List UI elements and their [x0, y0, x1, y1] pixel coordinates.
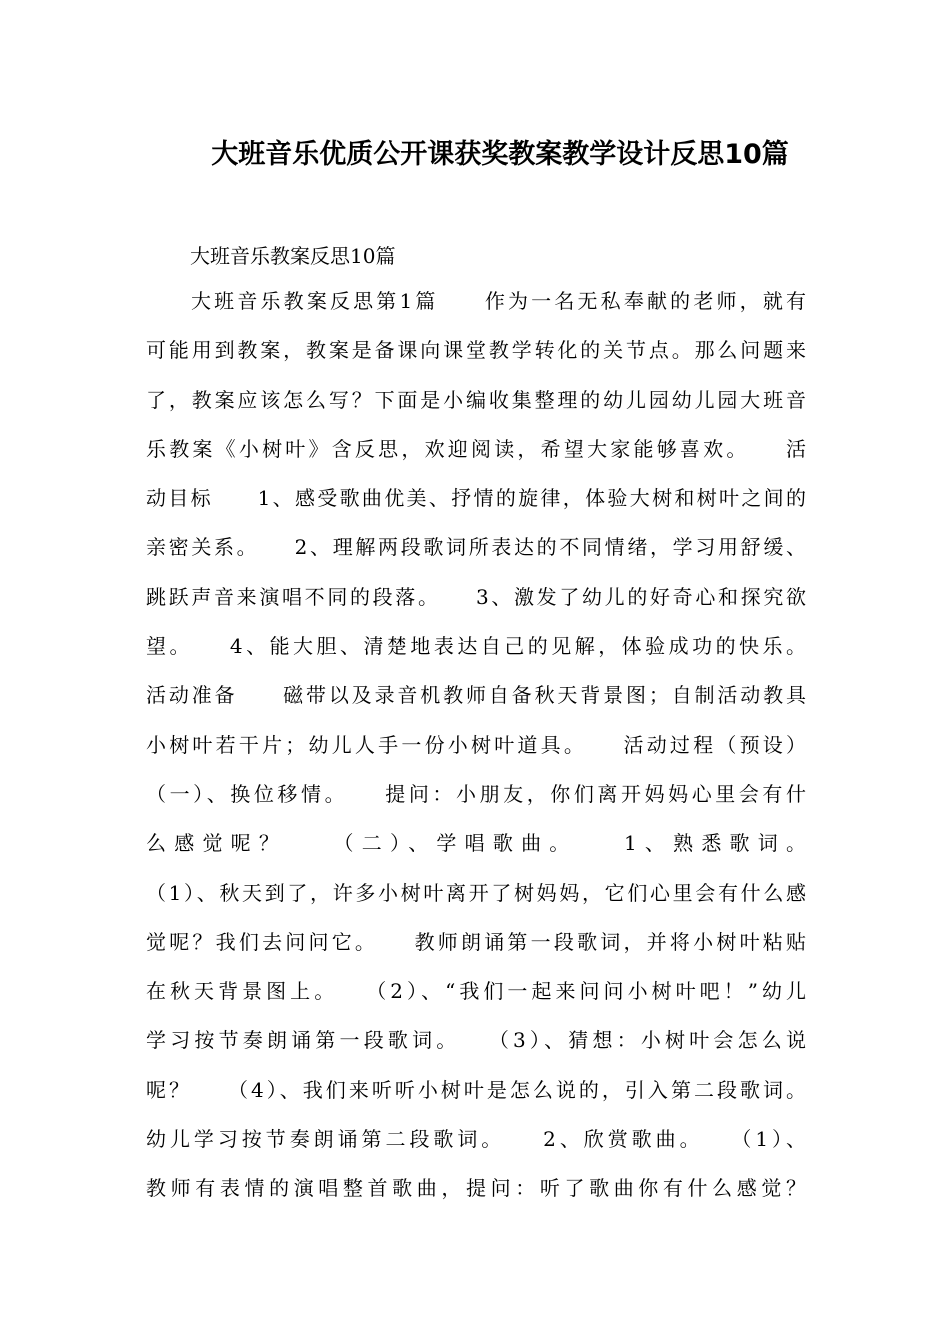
document-title: 大班音乐优质公开课获奖教案教学设计反思10篇 [211, 139, 789, 170]
body-line: 跳跃声音来演唱不同的段落。 3、激发了幼儿的好奇心和探究欲 [146, 584, 806, 609]
body-line: 了，教案应该怎么写？下面是小编收集整理的幼儿园幼儿园大班音 [146, 387, 806, 412]
body-line: 乐教案《小树叶》含反思，欢迎阅读，希望大家能够喜欢。 活 [146, 436, 806, 461]
document-body [146, 286, 806, 1223]
body-line: 可能用到教案，教案是备课向课堂教学转化的关节点。那么问题来 [146, 338, 806, 363]
body-line: 呢？ （4）、我们来听听小树叶是怎么说的，引入第二段歌词。 [146, 1077, 806, 1102]
body-line: 么感觉呢？ （二）、学唱歌曲。 1、熟悉歌词。 [146, 831, 806, 856]
body-line: 小树叶若干片；幼儿人手一份小树叶道具。 活动过程（预设） [146, 732, 806, 757]
body-line: 活动准备 磁带以及录音机教师自备秋天背景图；自制活动教具 [146, 683, 806, 708]
body-line: 大班音乐教案反思第1篇 作为一名无私奉献的老师，就有 [191, 289, 806, 313]
document-subtitle: 大班音乐教案反思10篇 [190, 244, 396, 268]
body-line: 学习按节奏朗诵第一段歌词。 （3）、猜想：小树叶会怎么说 [146, 1028, 806, 1053]
body-line: 望。 4、能大胆、清楚地表达自己的见解，体验成功的快乐。 [146, 634, 806, 659]
body-line: 亲密关系。 2、理解两段歌词所表达的不同情绪，学习用舒缓、 [146, 535, 806, 560]
body-line: 动目标 1、感受歌曲优美、抒情的旋律，体验大树和树叶之间的 [146, 486, 806, 511]
body-line: 在秋天背景图上。 （2）、“我们一起来问问小树叶吧！”幼儿 [146, 979, 806, 1004]
body-line: 幼儿学习按节奏朗诵第二段歌词。 2、欣赏歌曲。 （1）、 [146, 1127, 806, 1152]
body-line: （一）、换位移情。 提问：小朋友，你们离开妈妈心里会有什 [146, 781, 806, 806]
body-line: 教师有表情的演唱整首歌曲，提问：听了歌曲你有什么感觉？ [146, 1176, 806, 1201]
body-line: 觉呢？我们去问问它。 教师朗诵第一段歌词，并将小树叶粘贴 [146, 929, 806, 954]
body-line: （1）、秋天到了，许多小树叶离开了树妈妈，它们心里会有什么感 [146, 880, 806, 905]
